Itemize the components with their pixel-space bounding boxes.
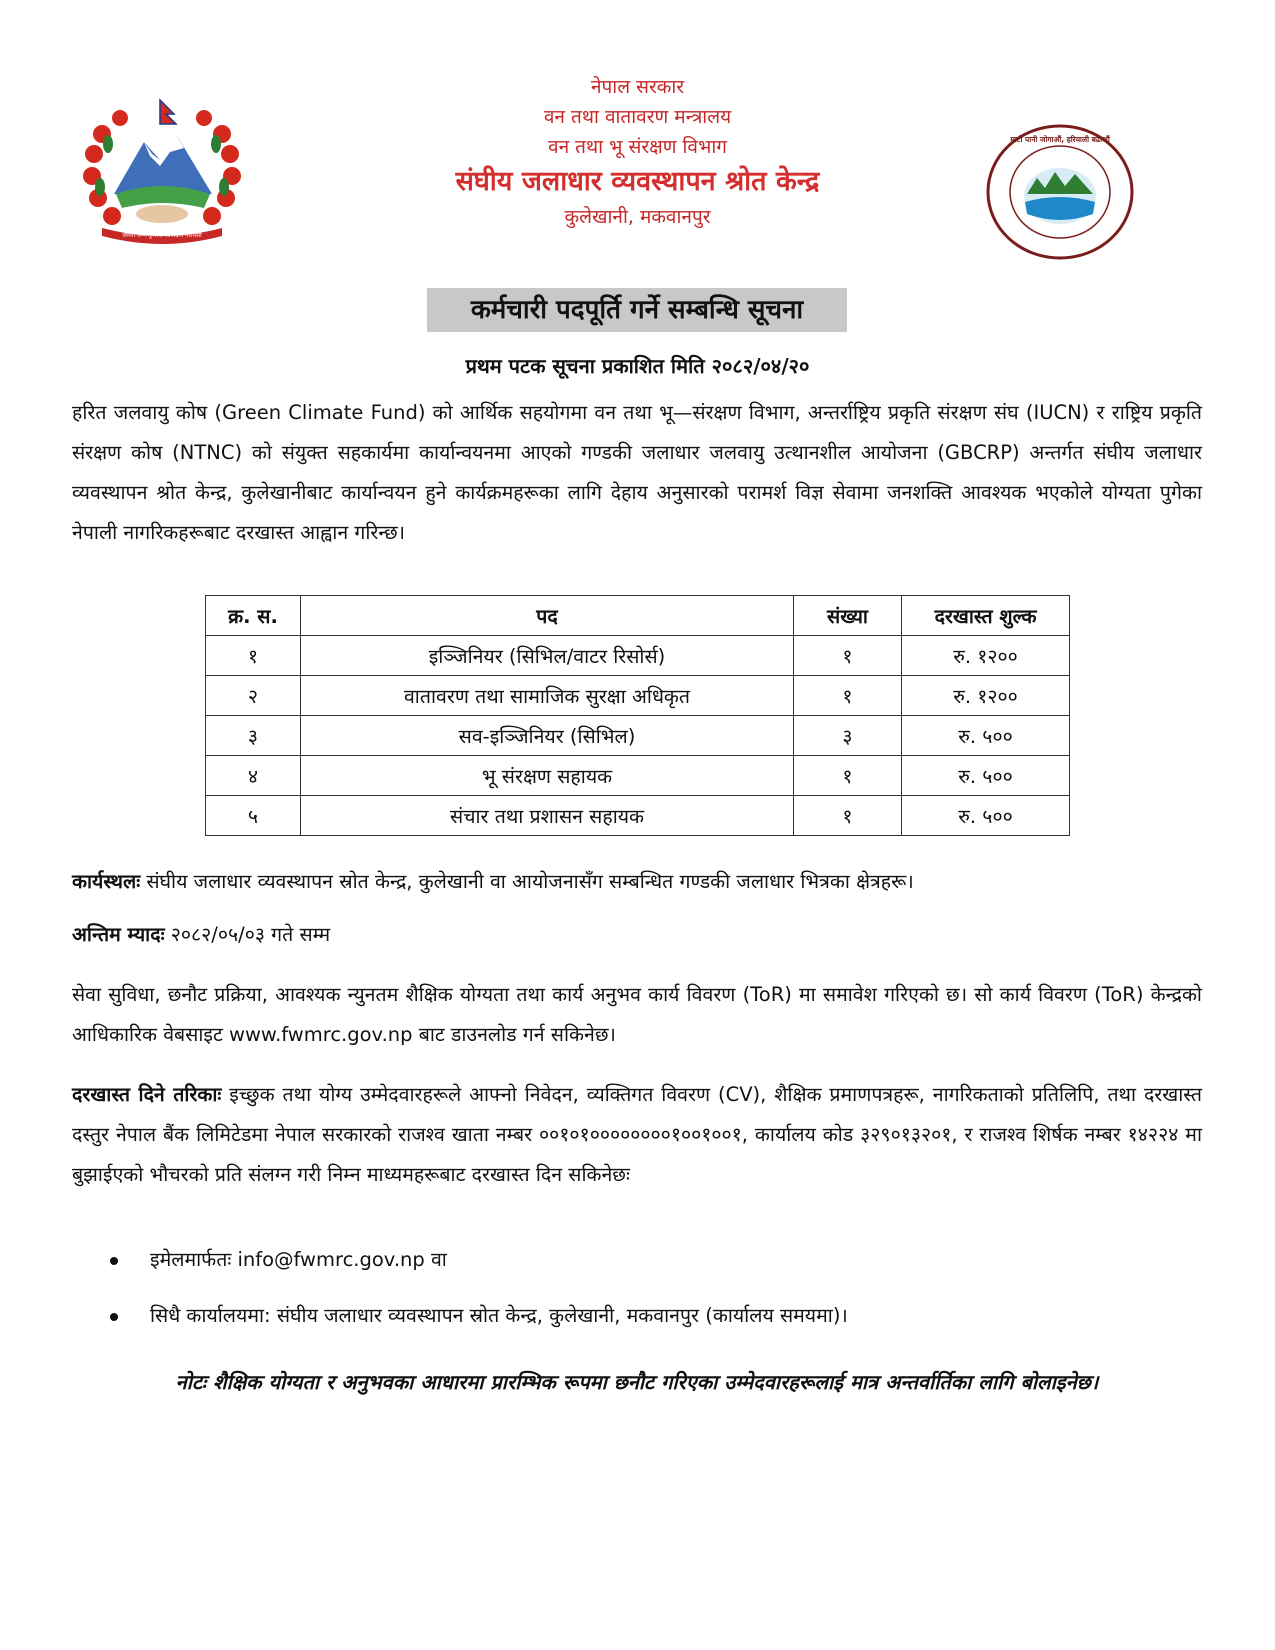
cell-count: ३	[794, 716, 902, 756]
government-name: नेपाल सरकार	[590, 76, 685, 98]
organization-name: संघीय जलाधार व्यवस्थापन श्रोत केन्द्र	[455, 166, 820, 197]
ministry-name: वन तथा वातावरण मन्त्रालय	[543, 106, 732, 128]
cell-fee: रु. १२००	[902, 636, 1070, 676]
cell-post: भू संरक्षण सहायक	[301, 756, 794, 796]
deadline-paragraph	[72, 915, 1202, 955]
workplace-paragraph	[72, 862, 1202, 902]
department-seal-logo	[985, 122, 1135, 262]
table-row	[206, 756, 1070, 796]
services-paragraph: सेवा सुविधा, छनौट प्रक्रिया, आवश्यक न्युनतम शैक्षिक योग्यता तथा कार्य अनुभव कार्य विवरण (ToR) मा समावेश गरिएको छ। सो कार्य विवरण (ToR) केन्द्रको आधिकारिक वेबसाइट www.fwmrc.gov.np बाट डाउनलोड गर्न सकिनेछ।	[72, 983, 1202, 1046]
deadline-text: २०८२/०५/०३ गते सम्म	[164, 923, 331, 946]
cell-fee: रु. ५००	[902, 756, 1070, 796]
notice-title: कर्मचारी पदपूर्ति गर्ने सम्बन्धि सूचना	[427, 288, 847, 332]
intro-paragraph: हरित जलवायु कोष (Green Climate Fund) को आर्थिक सहयोगमा वन तथा भू—संरक्षण विभाग, अन्तर्राष्ट्रिय प्रकृति संरक्षण संघ (IUCN) र राष्ट्रिय प्रकृति संरक्षण कोष (NTNC) को संयुक्त सहकार्यमा कार्यान्वयनमा आएको गण्डकी जलाधार जलवायु उत्थानशील आयोजना (GBCRP) अन्तर्गत संघीय जलाधार व्यवस्थापन श्रोत केन्द्र, कुलेखानीबाट कार्यान्वयन हुने कार्यक्रमहरूका लागि देहाय अनुसारको परामर्श विज्ञ सेवामा जनशक्ति आवश्यक भएकोले योग्यता पुगेका नेपाली नागरिकहरूबाट दरखास्त आह्वान गरिन्छ।	[72, 401, 1202, 544]
application-method-label: दरखास्त दिने तरिकाः	[72, 1083, 222, 1106]
cell-fee: रु. ५००	[902, 716, 1070, 756]
nepal-government-emblem	[72, 94, 252, 244]
cell-serial: ३	[206, 716, 301, 756]
cell-fee: रु. ५००	[902, 796, 1070, 836]
department-name: वन तथा भू संरक्षण विभाग	[548, 136, 727, 158]
application-method-paragraph	[72, 1075, 1202, 1195]
list-item	[110, 1240, 1210, 1296]
column-header-post: पद	[301, 596, 794, 636]
cell-count: १	[794, 796, 902, 836]
cell-fee: रु. १२००	[902, 676, 1070, 716]
emblem-motto-text: जननी जन्मभूमिश्च स्वर्गादपि गरीयसी	[122, 232, 202, 239]
table-row	[206, 716, 1070, 756]
channel-office-text: सिधै कार्यालयमा: संघीय जलाधार व्यवस्थापन स्रोत केन्द्र, कुलेखानी, मकवानपुर (कार्यालय समयमा)।	[150, 1304, 848, 1327]
cell-count: १	[794, 756, 902, 796]
cell-serial: १	[206, 636, 301, 676]
vacancy-table	[205, 595, 1070, 836]
cell-serial: २	[206, 676, 301, 716]
column-header-fee: दरखास्त शुल्क	[902, 596, 1070, 636]
cell-count: १	[794, 676, 902, 716]
deadline-label: अन्तिम म्यादः	[72, 923, 165, 946]
cell-post: वातावरण तथा सामाजिक सुरक्षा अधिकृत	[301, 676, 794, 716]
cell-count: १	[794, 636, 902, 676]
channel-email-text: इमेलमार्फतः info@fwmrc.gov.np वा	[150, 1248, 447, 1271]
bullet-icon	[110, 1257, 118, 1265]
letterhead	[0, 72, 1275, 262]
list-item	[110, 1296, 1210, 1352]
cell-serial: ४	[206, 756, 301, 796]
application-method-text: इच्छुक तथा योग्य उम्मेदवारहरूले आफ्नो निवेदन, व्यक्तिगत विवरण (CV), शैक्षिक प्रमाणपत्रहरू, नागरिकताको प्रतिलिपि, तथा दरखास्त दस्तुर नेपाल बैंक लिमिटेडमा नेपाल सरकारको राजश्व खाता नम्बर ००१०१००००००००१००१००१, कार्यालय कोड ३२९०१३२०१, र राजश्व शिर्षक नम्बर १४२२४ मा बुझाईएको भौचरको प्रति संलग्न गरी निम्न माध्यमहरूबाट दरखास्त दिन सकिनेछः	[72, 1083, 1202, 1186]
workplace-text: संघीय जलाधार व्यवस्थापन स्रोत केन्द्र, कुलेखानी वा आयोजनासँग सम्बन्धित गण्डकी जलाधार भित्रका क्षेत्रहरू।	[140, 870, 914, 893]
cell-post: सव-इञ्जिनियर (सिभिल)	[301, 716, 794, 756]
table-header-row	[206, 596, 1070, 636]
office-location: कुलेखानी, मकवानपुर	[564, 206, 711, 228]
note-text: नोटः शैक्षिक योग्यता र अनुभवका आधारमा प्रारम्भिक रूपमा छनौट गरिएका उम्मेदवारहरूलाई मात्र अन्तर्वार्तिका लागि बोलाइनेछ।	[175, 1370, 1099, 1394]
application-channels-list	[110, 1240, 1210, 1352]
cell-post: इञ्जिनियर (सिभिल/वाटर रिसोर्स)	[301, 636, 794, 676]
workplace-label: कार्यस्थलः	[72, 870, 141, 893]
published-date: प्रथम पटक सूचना प्रकाशित मिति २०८२/०४/२०	[465, 354, 810, 378]
bullet-icon	[110, 1313, 118, 1321]
column-header-count: संख्या	[794, 596, 902, 636]
table-row	[206, 636, 1070, 676]
letterhead-text	[300, 72, 975, 232]
cell-serial: ५	[206, 796, 301, 836]
seal-motto-text: माटो पानी जोगाऔं, हरियाली बढाऔं	[1010, 135, 1110, 144]
table-row	[206, 796, 1070, 836]
cell-post: संचार तथा प्रशासन सहायक	[301, 796, 794, 836]
column-header-serial: क्र. स.	[206, 596, 301, 636]
table-row	[206, 676, 1070, 716]
